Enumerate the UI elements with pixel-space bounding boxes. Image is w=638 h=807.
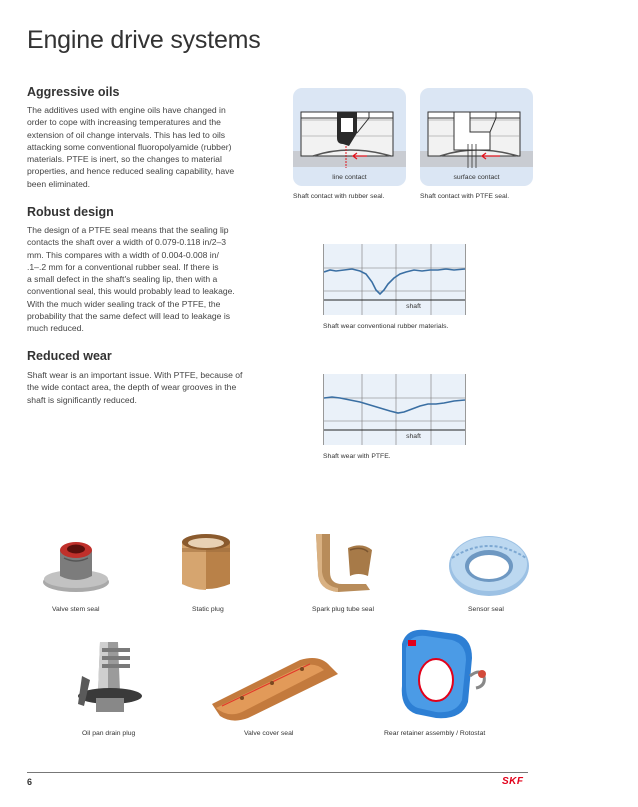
figure-surface-contact xyxy=(420,88,533,186)
caption-wear-ptfe: Shaft wear with PTFE. xyxy=(323,453,391,460)
seal-surface-contact-illustration xyxy=(420,88,533,186)
figure-line-contact xyxy=(293,88,406,186)
graph-wear-rubber-label: shaft xyxy=(406,303,421,310)
page-number: 6 xyxy=(27,777,33,787)
product-label-rear-retainer-assembly: Rear retainer assembly / Rotostat xyxy=(384,730,486,737)
caption-wear-rubber: Shaft wear conventional rubber materials. xyxy=(323,323,449,330)
product-label-spark-plug-tube-seal: Spark plug tube seal xyxy=(312,606,374,613)
wear-curve-rubber xyxy=(324,244,465,315)
wear-curve-ptfe xyxy=(324,374,465,445)
surface-contact-label: surface contact xyxy=(453,174,500,181)
section-body-aggressive-oils: The additives used with engine oils have changed in order to cope with increasing temperatures and the extension of oil change intervals. This has led to oils attacking some conventional fluoropolyamide (rubber) materials. PTFE is inert, so the changes to material properties, and hence reduced sealing capability, have been eliminated. xyxy=(27,105,235,189)
section-heading-robust-design: Robust design xyxy=(27,205,114,219)
section-body-robust-design: The design of a PTFE seal means that the sealing lip contacts the shaft over a width of 0.079-0.118 in/2–3 mm. This compares with a width of 0.004-0.008 in/ .1–.2 mm for a conventional rubber seal. If there is a small defect in the shaft's sealing lip, then with a conventional seal, this would probably lead to leakage. With the much wider sealing track of the PTFE, the probability that the same defect will lead to leakage is much reduced. xyxy=(27,225,235,334)
oil-pan-drain-plug-image xyxy=(70,636,156,720)
graph-wear-ptfe-label: shaft xyxy=(406,433,421,440)
page-title: Engine drive systems xyxy=(27,26,261,54)
product-label-sensor-seal: Sensor seal xyxy=(468,606,504,613)
rear-retainer-assembly-image xyxy=(396,624,492,724)
product-label-oil-pan-drain-plug: Oil pan drain plug xyxy=(82,730,136,737)
valve-cover-seal-image xyxy=(202,652,346,722)
static-plug-image xyxy=(176,530,236,596)
graph-wear-ptfe xyxy=(323,374,466,445)
footer-rule xyxy=(27,772,528,773)
product-label-valve-stem-seal: Valve stem seal xyxy=(52,606,100,613)
valve-stem-seal-image xyxy=(40,530,112,596)
skf-logo: SKF xyxy=(502,776,524,787)
spark-plug-tube-seal-image xyxy=(308,528,380,596)
product-label-static-plug: Static plug xyxy=(192,606,224,613)
section-body-reduced-wear: Shaft wear is an important issue. With PTFE, because of the wide contact area, the depth of wear grooves in the shaft is significantly reduced. xyxy=(27,370,243,405)
caption-line-contact: Shaft contact with rubber seal. xyxy=(293,193,385,200)
product-label-valve-cover-seal: Valve cover seal xyxy=(244,730,294,737)
section-heading-aggressive-oils: Aggressive oils xyxy=(27,85,120,99)
line-contact-label: line contact xyxy=(332,174,367,181)
seal-line-contact-illustration xyxy=(293,88,406,186)
sensor-seal-image xyxy=(446,528,532,598)
caption-surface-contact: Shaft contact with PTFE seal. xyxy=(420,193,510,200)
section-heading-reduced-wear: Reduced wear xyxy=(27,349,112,363)
graph-wear-rubber xyxy=(323,244,466,315)
